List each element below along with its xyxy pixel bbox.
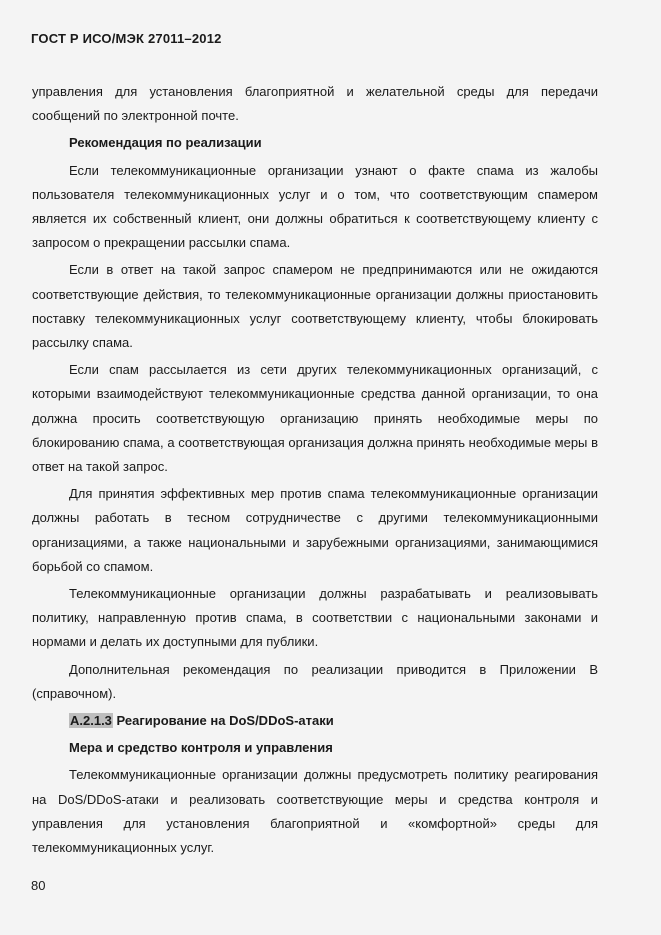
paragraph: Если телекоммуникационные организации узнают о факте спама из жалобы пользователя телекоммуникационных услуг и о том, что соответствующим спамером является их собственный клиент, они должны обратиться к соответствующему клиенту с запросом о прекращении рассылки спама. xyxy=(32,162,598,251)
paragraph: Для принятия эффективных мер против спама телекоммуникационные организации должны работать в тесном сотрудничестве с другими телекоммуникационными организациями, а также национальными и зарубежными организациями, занимающимися борьбой со спамом. xyxy=(32,486,598,574)
subheading-implementation: Рекомендация по реализации xyxy=(69,135,262,151)
section-heading xyxy=(32,709,598,733)
document-header: ГОСТ Р ИСО/МЭК 27011–2012 xyxy=(31,31,222,46)
section-title: Реагирование на DoS/DDoS-атаки xyxy=(116,713,334,729)
paragraph: Если в ответ на такой запрос спамером не предпринимаются или не ожидаются соответствующие действия, то телекоммуникационные организации должны приостановить поставку телекоммуникационных услуг соответствующему клиенту, чтобы блокировать рассылку спама. xyxy=(32,262,598,351)
paragraph: управления для установления благоприятной и желательной среды для передачи сообщений по электронной почте. xyxy=(32,84,598,124)
document-body xyxy=(32,80,598,860)
paragraph: Если спам рассылается из сети других телекоммуникационных организаций, с которыми взаимодействуют телекоммуникационные средства данной организации, то она должна просить соответствующую организацию принять необходимые меры по блокированию спама, а соответствующая организация должна принять необходимые меры в ответ на такой запрос. xyxy=(32,362,598,475)
section-number: A.2.1.3 xyxy=(70,713,112,729)
page-number: 80 xyxy=(31,878,46,893)
paragraph: Телекоммуникационные организации должны предусмотреть политику реагирования на DoS/DDoS-атаки и реализовать соответствующие меры и средства контроля и управления для установления благоприятной и «комфортной» среды для телекоммуникационных услуг. xyxy=(32,767,598,856)
subheading-control: Мера и средство контроля и управления xyxy=(69,740,333,756)
paragraph: Дополнительная рекомендация по реализации приводится в Приложении В (справочном). xyxy=(32,661,598,701)
paragraph: Телекоммуникационные организации должны разрабатывать и реализовывать политику, направленную против спама, в соответствии с национальными законами и нормами и делать их доступными для публики. xyxy=(32,586,598,650)
